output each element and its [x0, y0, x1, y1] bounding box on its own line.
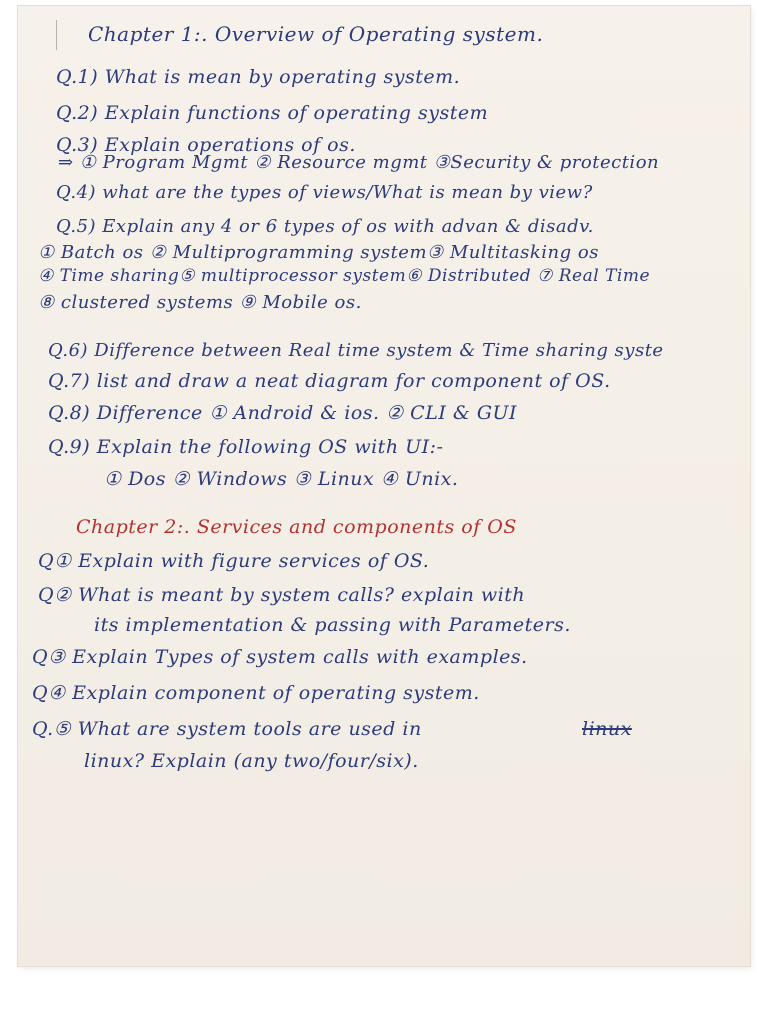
question-line: Q.7) list and draw a neat diagram for component of OS.: [48, 370, 611, 392]
question-line: Q.6) Difference between Real time system & Time sharing syste: [48, 340, 664, 361]
margin-line: [56, 20, 57, 50]
answer-line: ⑧ clustered systems ⑨ Mobile os.: [38, 292, 362, 313]
question-line: Q.4) what are the types of views/What is mean by view?: [56, 182, 593, 203]
question-line: Q.1) What is mean by operating system.: [56, 66, 461, 88]
answer-line: ④ Time sharing⑤ multiprocessor system⑥ Distributed ⑦ Real Time: [38, 266, 651, 286]
question-line-continued: its implementation & passing with Parameters.: [94, 614, 571, 636]
struck-out-word: linux: [582, 718, 632, 740]
notebook-page: [18, 6, 750, 966]
question-line-continued: linux? Explain (any two/four/six).: [84, 750, 419, 772]
answer-line: ① Dos ② Windows ③ Linux ④ Unix.: [104, 468, 459, 490]
chapter1-title: Chapter 1:. Overview of Operating system.: [88, 22, 544, 46]
question-line: Q.2) Explain functions of operating system: [56, 102, 489, 124]
answer-line: ① Batch os ② Multiprogramming system③ Multitasking os: [38, 242, 599, 263]
question-line: Q① Explain with figure services of OS.: [38, 550, 430, 572]
question-line: Q.⑤ What are system tools are used in: [32, 718, 422, 740]
question-line: Q.8) Difference ① Android & ios. ② CLI & GUI: [48, 402, 518, 424]
question-line: Q② What is meant by system calls? explain with: [38, 584, 526, 606]
question-line: Q.3) Explain operations of os.: [56, 134, 356, 156]
question-line: Q.9) Explain the following OS with UI:-: [48, 436, 444, 458]
answer-line: ⇒ ① Program Mgmt ② Resource mgmt ③Security & protection: [58, 152, 660, 173]
question-line: Q.5) Explain any 4 or 6 types of os with advan & disadv.: [56, 216, 594, 237]
chapter2-title: Chapter 2:. Services and components of OS: [76, 516, 517, 538]
question-line: Q④ Explain component of operating system.: [32, 682, 480, 704]
question-line: Q③ Explain Types of system calls with examples.: [32, 646, 528, 668]
